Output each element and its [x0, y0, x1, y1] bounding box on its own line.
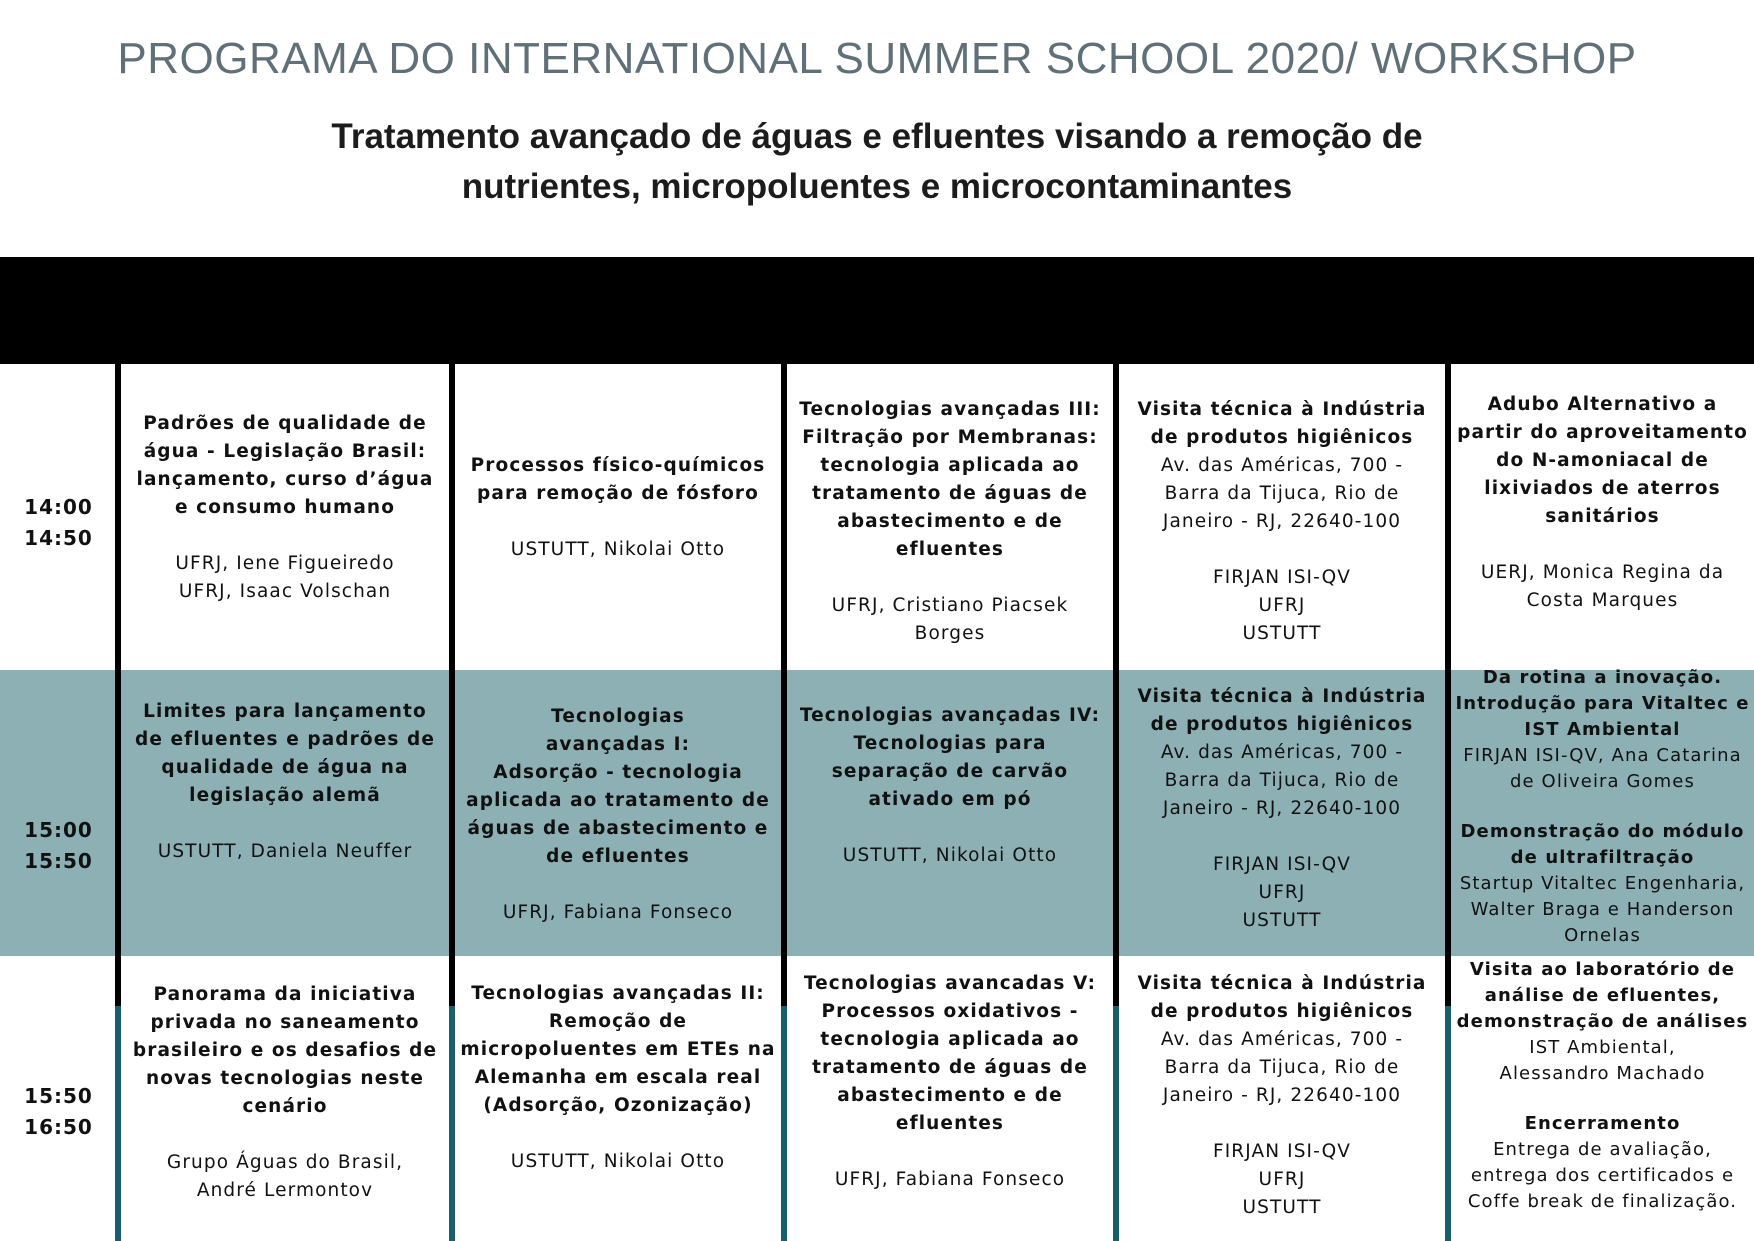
- session-title-line: cenário: [242, 1096, 328, 1117]
- session-title-line: de produtos higiênicos: [1150, 427, 1414, 448]
- time-slot-2: [0, 815, 117, 877]
- session-speaker: Startup Vitaltec Engenharia,: [1459, 873, 1746, 894]
- time-start: 15:00: [24, 818, 93, 842]
- session-speaker: UFRJ, Isaac Volschan: [178, 581, 392, 602]
- session-speaker: UFRJ, Cristiano Piacsek: [831, 595, 1069, 616]
- session-title-line: tecnologia aplicada ao: [820, 455, 1080, 476]
- session-title-line: lançamento, curso d’água: [136, 469, 434, 490]
- session-speaker: entrega dos certificados e: [1470, 1165, 1735, 1186]
- session-title-line: abastecimento e de: [837, 511, 1063, 532]
- session-address-line: Av. das Américas, 700 -: [1160, 742, 1404, 763]
- session-title-line: de produtos higiênicos: [1150, 1001, 1414, 1022]
- session-title-line: legislação alemã: [189, 785, 381, 806]
- session-speaker: UERJ, Monica Regina da: [1480, 562, 1725, 583]
- session-title-line: do N-amoniacal de: [1496, 450, 1709, 471]
- session-speaker: UFRJ, Iene Figueiredo: [175, 553, 395, 574]
- session-speaker: USTUTT: [1242, 910, 1322, 931]
- session-title-line: e consumo humano: [174, 497, 396, 518]
- subtitle-line-1: Tratamento avançado de águas e efluentes visando a remoção de: [331, 117, 1423, 156]
- session-title-line: Tecnologias: [551, 706, 685, 727]
- session-title-line: novas tecnologias neste: [145, 1068, 425, 1089]
- session-title-line: separação de carvão: [831, 761, 1069, 782]
- session-speaker: UFRJ, Fabiana Fonseco: [502, 902, 734, 923]
- session-speaker: USTUTT, Nikolai Otto: [510, 1151, 726, 1172]
- session-speaker: Coffe break de finalização.: [1467, 1191, 1738, 1212]
- session-speaker: UFRJ: [1258, 595, 1306, 616]
- session-address-line: Janeiro - RJ, 22640-100: [1162, 511, 1402, 532]
- session-title-line: Padrões de qualidade de: [143, 413, 427, 434]
- session-title-line: Demonstração do módulo: [1460, 821, 1745, 842]
- session-title-line: Visita técnica à Indústria: [1137, 973, 1427, 994]
- session-title-line: Adubo Alternativo a: [1487, 394, 1718, 415]
- session-title-line: Visita ao laboratório de: [1469, 959, 1736, 980]
- session-cell: [1119, 970, 1445, 1222]
- session-title-line: Alemanha em escala real: [474, 1067, 762, 1088]
- session-cell: [121, 981, 449, 1205]
- session-speaker: FIRJAN ISI-QV: [1213, 1141, 1351, 1162]
- time-end: 16:50: [24, 1115, 93, 1139]
- session-speaker: Alessandro Machado: [1499, 1063, 1706, 1084]
- session-title-line: para remoção de fósforo: [477, 483, 759, 504]
- time-slot-1: [0, 492, 117, 554]
- time-end: 15:50: [24, 849, 93, 873]
- session-speaker: Borges: [914, 623, 986, 644]
- time-slot-3: [0, 1081, 117, 1143]
- session-title-line: água - Legislação Brasil:: [143, 441, 427, 462]
- session-speaker: Entrega de avaliação,: [1493, 1139, 1712, 1160]
- session-title-line: Filtração por Membranas:: [802, 427, 1098, 448]
- page-title: PROGRAMA DO INTERNATIONAL SUMMER SCHOOL 2020/ WORKSHOP: [117, 34, 1637, 83]
- session-cell: [1119, 683, 1445, 935]
- session-cell: [121, 698, 449, 866]
- session-title-line: efluentes: [895, 1113, 1005, 1134]
- session-title-line: ativado em pó: [868, 789, 1032, 810]
- session-title-line: qualidade de água na: [161, 757, 409, 778]
- session-address-line: Barra da Tijuca, Rio de: [1164, 483, 1400, 504]
- session-title-line: Encerramento: [1524, 1113, 1681, 1134]
- session-cell: [1451, 665, 1754, 949]
- session-title-line: abastecimento e de: [837, 1085, 1063, 1106]
- subtitle-line-2: nutrientes, micropoluentes e microcontaminantes: [461, 167, 1293, 206]
- session-title-line: efluentes: [895, 539, 1005, 560]
- session-speaker: UFRJ, Fabiana Fonseco: [834, 1169, 1066, 1190]
- session-cell: [787, 702, 1113, 870]
- session-title-line: privada no saneamento: [150, 1012, 420, 1033]
- session-speaker: FIRJAN ISI-QV: [1213, 567, 1351, 588]
- session-address-line: Barra da Tijuca, Rio de: [1164, 770, 1400, 791]
- session-title-line: brasileiro e os desafios de: [132, 1040, 438, 1061]
- session-speaker: UFRJ: [1258, 1169, 1306, 1190]
- session-title-line: Introdução para Vitaltec e: [1455, 693, 1750, 714]
- session-speaker: USTUTT: [1242, 623, 1322, 644]
- session-speaker: USTUTT: [1242, 1197, 1322, 1218]
- session-speaker: FIRJAN ISI-QV: [1213, 854, 1351, 875]
- time-start: 14:00: [24, 495, 93, 519]
- schedule-header-band: [0, 257, 1754, 364]
- session-speaker: Costa Marques: [1526, 590, 1679, 611]
- session-title-line: de produtos higiênicos: [1150, 714, 1414, 735]
- session-title-line: demonstração de análises: [1456, 1011, 1749, 1032]
- session-title-line: águas de abastecimento e: [467, 818, 769, 839]
- session-speaker: USTUTT, Daniela Neuffer: [157, 841, 413, 862]
- session-title-line: Tecnologias avançadas III:: [799, 399, 1101, 420]
- session-speaker: Walter Braga e Handerson: [1470, 899, 1735, 920]
- session-title-line: lixiviados de aterros: [1484, 478, 1721, 499]
- session-title-line: tecnologia aplicada ao: [820, 1029, 1080, 1050]
- session-title-line: partir do aproveitamento: [1457, 422, 1748, 443]
- session-speaker: UFRJ: [1258, 882, 1306, 903]
- session-title-line: Tecnologias para: [853, 733, 1047, 754]
- session-title-line: Tecnologias avançadas II:: [471, 983, 765, 1004]
- session-title-line: (Adsorção, Ozonização): [483, 1095, 753, 1116]
- session-speaker: FIRJAN ISI-QV, Ana Catarina: [1463, 745, 1742, 766]
- session-cell: [1451, 957, 1754, 1215]
- session-address-line: Janeiro - RJ, 22640-100: [1162, 798, 1402, 819]
- session-title-line: sanitários: [1545, 506, 1660, 527]
- session-title-line: tratamento de águas de: [812, 483, 1088, 504]
- session-address-line: Av. das Américas, 700 -: [1160, 455, 1404, 476]
- session-title-line: Da rotina a inovação.: [1482, 667, 1723, 688]
- session-cell: [455, 980, 781, 1176]
- session-title-line: Adsorção - tecnologia: [493, 762, 743, 783]
- session-cell: [121, 410, 449, 606]
- session-cell: [1119, 396, 1445, 648]
- session-cell: [787, 396, 1113, 648]
- session-speaker: Ornelas: [1564, 925, 1641, 946]
- session-title-line: Visita técnica à Indústria: [1137, 399, 1427, 420]
- session-cell: [787, 970, 1113, 1194]
- session-speaker: Grupo Águas do Brasil,: [166, 1152, 404, 1173]
- session-title-line: aplicada ao tratamento de: [466, 790, 770, 811]
- session-cell: [455, 703, 781, 927]
- session-address-line: Janeiro - RJ, 22640-100: [1162, 1085, 1402, 1106]
- session-cell: [1451, 391, 1754, 615]
- session-title-line: de efluentes: [546, 846, 690, 867]
- session-title-line: análise de efluentes,: [1484, 985, 1721, 1006]
- session-title-line: avançadas I:: [545, 734, 691, 755]
- session-title-line: Panorama da iniciativa: [153, 984, 417, 1005]
- session-title-line: de ultrafiltração: [1510, 847, 1695, 868]
- session-address-line: Av. das Américas, 700 -: [1160, 1029, 1404, 1050]
- session-title-line: Visita técnica à Indústria: [1137, 686, 1427, 707]
- session-title-line: Processos oxidativos -: [821, 1001, 1079, 1022]
- session-speaker: André Lermontov: [196, 1180, 374, 1201]
- session-speaker: USTUTT, Nikolai Otto: [510, 539, 726, 560]
- session-title-line: Tecnologias avancadas V:: [803, 973, 1097, 994]
- session-title-line: Tecnologias avançadas IV:: [799, 705, 1101, 726]
- session-title-line: Limites para lançamento: [143, 701, 427, 722]
- session-title-line: Processos físico-químicos: [470, 455, 766, 476]
- session-address-line: Barra da Tijuca, Rio de: [1164, 1057, 1400, 1078]
- time-start: 15:50: [24, 1084, 93, 1108]
- session-title-line: Remoção de: [548, 1011, 688, 1032]
- session-cell: [455, 452, 781, 564]
- session-title-line: IST Ambiental: [1524, 719, 1681, 740]
- session-title-line: tratamento de águas de: [812, 1057, 1088, 1078]
- session-speaker: IST Ambiental,: [1529, 1037, 1676, 1058]
- session-title-line: micropoluentes em ETEs na: [460, 1039, 776, 1060]
- session-speaker: USTUTT, Nikolai Otto: [842, 845, 1058, 866]
- time-end: 14:50: [24, 526, 93, 550]
- session-speaker: de Oliveira Gomes: [1510, 771, 1695, 792]
- page-subtitle: [320, 112, 1434, 212]
- session-title-line: de efluentes e padrões de: [135, 729, 435, 750]
